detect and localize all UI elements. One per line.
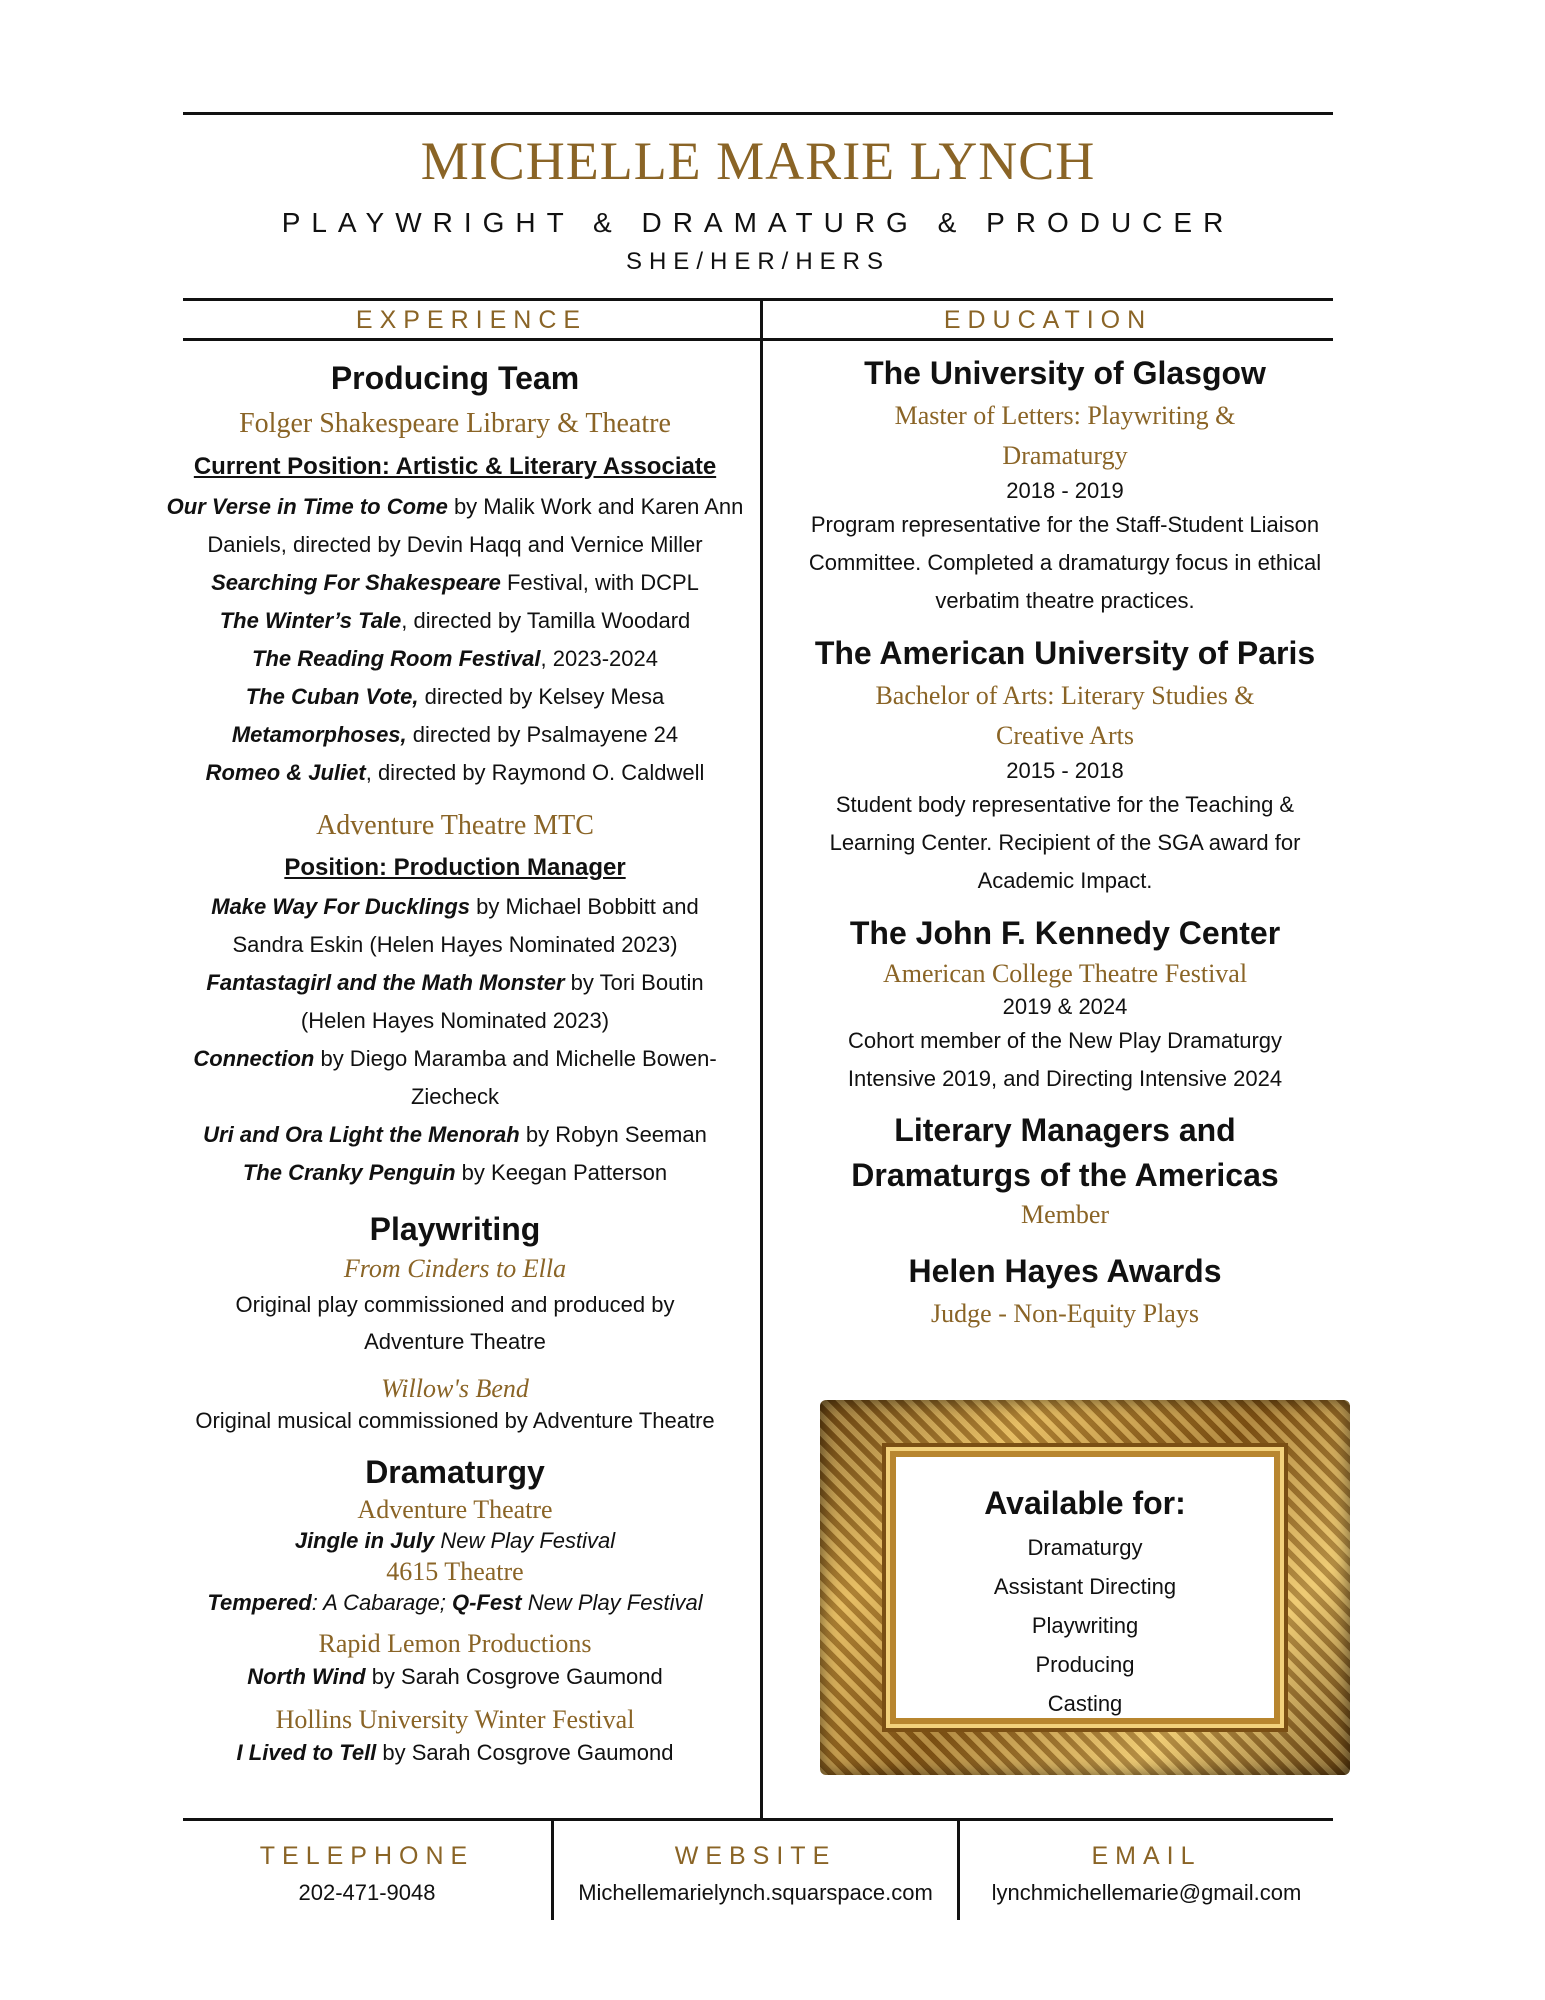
adventure-credit: [178, 1154, 732, 1192]
playwriting-desc-1: Original play commissioned and produced by Adventure Theatre: [235, 1292, 675, 1354]
folger-credit: [150, 602, 760, 640]
folger-credit-work: The Reading Room Festival: [252, 646, 541, 671]
dramaturgy-item-1: Jingle in July New Play Festival: [294, 1528, 616, 1553]
folger-credit-work: The Cuban Vote,: [245, 684, 419, 709]
adventure-credit-work: Connection: [193, 1046, 315, 1071]
adventure-credit: [178, 888, 732, 964]
school-description: Program representative for the Staff-Student Liaison Committee. Completed a dramaturgy focus in ethical verbatim theatre practices.: [808, 512, 1322, 613]
school-years: 2015 - 2018: [1006, 758, 1124, 783]
experience-heading: EXPERIENCE: [355, 306, 588, 334]
school-degree: Master of Letters: Playwriting & Dramaturgy: [894, 401, 1236, 470]
school-name: The University of Glasgow: [864, 355, 1266, 391]
dramaturgy-item-4: I Lived to Tell by Sarah Cosgrove Gaumond: [236, 1740, 674, 1765]
school-name: The John F. Kennedy Center: [849, 915, 1281, 951]
availability-item: Dramaturgy: [1027, 1535, 1143, 1560]
folger-credit-work: Our Verse in Time to Come: [166, 494, 448, 519]
folger-credit: [150, 678, 760, 716]
roles-subtitle: PLAYWRIGHT & DRAMATURG & PRODUCER: [281, 207, 1235, 238]
school-years: 2018 - 2019: [1006, 478, 1124, 503]
education-entry: [800, 910, 1330, 1098]
availability-item: Playwriting: [1031, 1613, 1139, 1638]
name-title: MICHELLE MARIE LYNCH: [420, 131, 1096, 191]
availability-heading: Available for:: [984, 1485, 1186, 1521]
adventure-credit: [178, 1116, 732, 1154]
folger-credit: [150, 488, 760, 564]
folger-credit: [150, 564, 760, 602]
folger-credits: [140, 488, 770, 792]
availability-list: [896, 1528, 1274, 1723]
folger-credit-detail: , directed by Tamilla Woodard: [401, 608, 691, 633]
availability-item: Producing: [1035, 1652, 1135, 1677]
playwriting-work-2: Willow's Bend: [381, 1374, 529, 1403]
adventure-credit-work: Uri and Ora Light the Menorah: [203, 1122, 520, 1147]
adventure-credits: [140, 888, 770, 1192]
experience-column: [140, 356, 770, 1768]
availability-item: Casting: [1047, 1691, 1123, 1716]
folger-credit-detail: by Malik Work and Karen Ann Daniels, directed by Devin Haqq and Vernice Miller: [207, 494, 744, 557]
school-degree: American College Theatre Festival: [882, 959, 1248, 988]
adventure-credit: [178, 964, 732, 1040]
pronouns: SHE/HER/HERS: [625, 248, 891, 275]
email-link[interactable]: lynchmichellemarie@gmail.com: [991, 1880, 1302, 1905]
folger-credit-detail: , directed by Raymond O. Caldwell: [365, 760, 705, 785]
folger-credit-work: The Winter’s Tale: [219, 608, 402, 633]
section-rule-bottom: [183, 338, 1333, 341]
folger-credit-work: Metamorphoses,: [231, 722, 407, 747]
top-rule: [183, 112, 1333, 115]
adventure-credit-detail: by Keegan Patterson: [455, 1160, 668, 1185]
education-list: [800, 350, 1330, 1098]
folger-credit-detail: , 2023-2024: [540, 646, 658, 671]
adventure-credit: [178, 1040, 732, 1116]
adventure-credit-detail: by Tori Boutin (Helen Hayes Nominated 2023): [300, 970, 704, 1033]
footer-rule: [183, 1818, 1333, 1821]
folger-credit: [150, 640, 760, 678]
section-rule-top: [183, 298, 1333, 301]
lmda-name: Literary Managers and Dramaturgs of the Americas: [851, 1112, 1279, 1193]
lmda-role: Member: [1020, 1200, 1110, 1229]
dramaturgy-item-3: North Wind by Sarah Cosgrove Gaumond: [247, 1664, 663, 1689]
school-years: 2019 & 2024: [1002, 994, 1128, 1019]
adventure-credit-detail: by Diego Maramba and Michelle Bowen-Ziecheck: [314, 1046, 717, 1109]
school-description: Student body representative for the Teaching & Learning Center. Recipient of the SGA award for Academic Impact.: [829, 792, 1301, 893]
adventure-org: Adventure Theatre MTC: [316, 810, 594, 841]
helen-hayes-name: Helen Hayes Awards: [908, 1253, 1222, 1289]
adventure-credit-work: The Cranky Penguin: [242, 1160, 456, 1185]
folger-credit-detail: directed by Psalmayene 24: [406, 722, 679, 747]
school-name: The American University of Paris: [814, 635, 1316, 671]
school-degree: Bachelor of Arts: Literary Studies & Creative Arts: [875, 681, 1255, 750]
adventure-credit-detail: by Robyn Seeman: [519, 1122, 707, 1147]
dramaturgy-item-2: Tempered: A Cabarage; Q-Fest New Play Festival: [207, 1590, 703, 1615]
education-entry: [800, 630, 1330, 900]
adventure-credit-detail: by Michael Bobbitt and Sandra Eskin (Helen Hayes Nominated 2023): [232, 894, 699, 957]
frame-canvas: [896, 1457, 1274, 1718]
folger-position: Current Position: Artistic & Literary Associate: [193, 453, 717, 480]
playwriting-work-1: From Cinders to Ella: [343, 1254, 567, 1283]
producing-title: Producing Team: [330, 360, 580, 396]
education-entry: [800, 350, 1330, 620]
adventure-position: Position: Production Manager: [284, 854, 626, 881]
website-label: WEBSITE: [674, 1842, 837, 1870]
telephone-value: 202-471-9048: [298, 1880, 436, 1905]
ornate-frame-image: [820, 1400, 1350, 1775]
dramaturgy-org-2: 4615 Theatre: [386, 1557, 524, 1586]
email-label: EMAIL: [1091, 1842, 1202, 1870]
telephone-label: TELEPHONE: [259, 1842, 475, 1870]
availability-item: Assistant Directing: [993, 1574, 1177, 1599]
folger-org: Folger Shakespeare Library & Theatre: [239, 408, 671, 439]
dramaturgy-title: Dramaturgy: [365, 1454, 545, 1490]
education-heading: EDUCATION: [943, 306, 1153, 334]
helen-hayes-role: Judge - Non-Equity Plays: [931, 1299, 1199, 1328]
dramaturgy-org-3: Rapid Lemon Productions: [318, 1629, 592, 1658]
availability-box: [896, 1485, 1274, 1723]
folger-credit: [150, 754, 760, 792]
adventure-credit-work: Fantastagirl and the Math Monster: [206, 970, 565, 995]
adventure-credit-work: Make Way For Ducklings: [211, 894, 471, 919]
school-description: Cohort member of the New Play Dramaturgy Intensive 2019, and Directing Intensive 2024: [847, 1028, 1283, 1091]
dramaturgy-org-4: Hollins University Winter Festival: [275, 1705, 635, 1734]
playwriting-title: Playwriting: [369, 1211, 541, 1247]
folger-credit-detail: Festival, with DCPL: [500, 570, 699, 595]
playwriting-desc-2: Original musical commissioned by Adventure Theatre: [195, 1408, 715, 1433]
education-column: [800, 350, 1330, 1332]
folger-credit-work: Romeo & Juliet: [205, 760, 366, 785]
website-link[interactable]: Michellemarielynch.squarspace.com: [578, 1880, 933, 1905]
dramaturgy-org-1: Adventure Theatre: [357, 1495, 553, 1524]
folger-credit-work: Searching For Shakespeare: [211, 570, 501, 595]
folger-credit-detail: directed by Kelsey Mesa: [418, 684, 665, 709]
folger-credit: [150, 716, 760, 754]
